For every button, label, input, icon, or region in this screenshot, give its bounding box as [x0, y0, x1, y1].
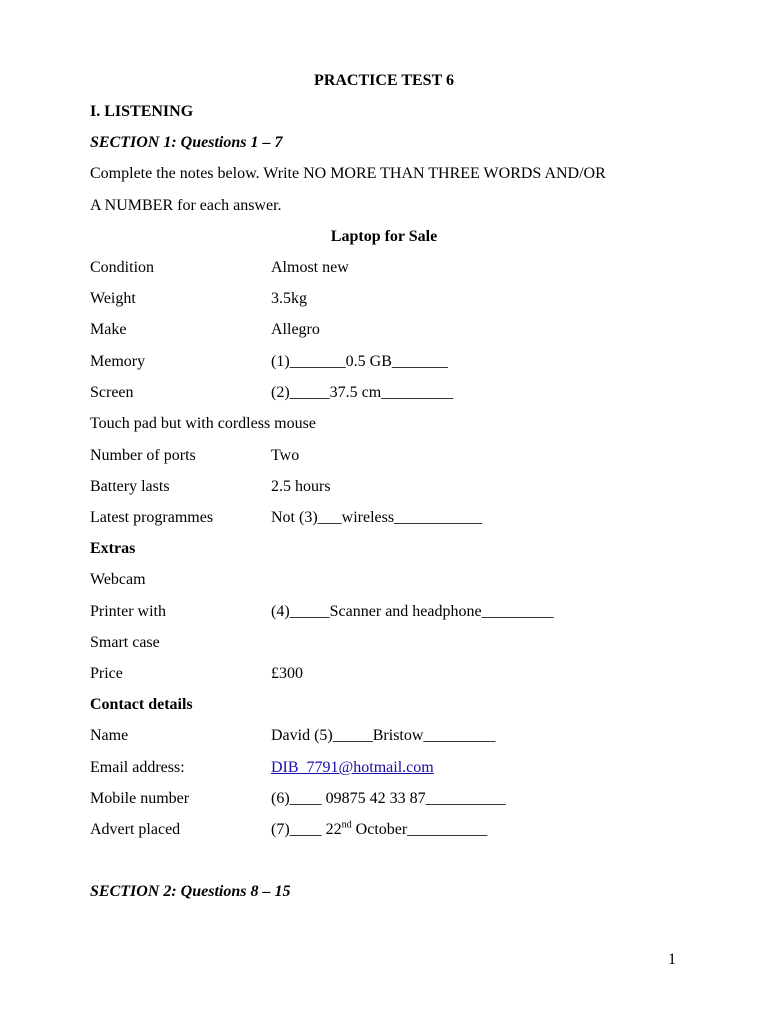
note-row-ports [90, 446, 690, 466]
price-value: £300 [271, 665, 303, 682]
note-row-mobile [90, 789, 690, 809]
note-label: Battery lasts [90, 478, 170, 495]
note-row-advert [90, 820, 690, 840]
extras-webcam: Webcam [90, 571, 146, 588]
note-row-make [90, 320, 690, 340]
note-value: Allegro [271, 321, 320, 338]
note-value: Two [271, 447, 300, 464]
answer-2: (2)_____37.5 cm_________ [271, 384, 454, 401]
note-row-weight [90, 289, 690, 309]
section-2-heading: SECTION 2: Questions 8 – 15 [90, 883, 291, 900]
note-row-programmes [90, 508, 690, 528]
note-row-name [90, 726, 690, 746]
note-row-memory [90, 352, 690, 372]
note-label: Advert placed [90, 821, 181, 838]
note-label: Screen [90, 384, 134, 401]
part-heading: I. LISTENING [90, 103, 194, 120]
page-number: 1 [668, 951, 676, 968]
answer-1: (1)_______0.5 GB_______ [271, 353, 448, 370]
extras-heading: Extras [90, 540, 136, 557]
extras-smart-case: Smart case [90, 634, 160, 651]
answer-3: Not (3)___wireless___________ [271, 509, 483, 526]
note-value: Almost new [271, 259, 349, 276]
note-row-price [90, 664, 690, 684]
page-title: PRACTICE TEST 6 [314, 72, 454, 89]
advert-suffix: October__________ [351, 821, 488, 838]
contact-heading: Contact details [90, 696, 193, 713]
answer-7 [271, 820, 487, 840]
note-row-email [90, 758, 690, 778]
note-row-screen [90, 383, 690, 403]
section-1-heading: SECTION 1: Questions 1 – 7 [90, 134, 283, 151]
instructions-line-2: A NUMBER for each answer. [90, 197, 282, 214]
note-label: Number of ports [90, 447, 196, 464]
note-row-printer [90, 602, 690, 622]
note-row-battery [90, 477, 690, 497]
note-value: 2.5 hours [271, 478, 331, 495]
note-label: Mobile number [90, 790, 190, 807]
note-label: Name [90, 727, 129, 744]
note-label: Email address: [90, 759, 185, 776]
touch-pad-note: Touch pad but with cordless mouse [90, 415, 316, 432]
advert-prefix: (7)____ 22 [271, 821, 342, 838]
answer-5: David (5)_____Bristow_________ [271, 727, 496, 744]
note-label: Make [90, 321, 127, 338]
notes-title: Laptop for Sale [330, 228, 438, 245]
note-label: Latest programmes [90, 509, 214, 526]
note-label: Memory [90, 353, 146, 370]
advert-superscript: nd [341, 819, 352, 831]
instructions-line-1: Complete the notes below. Write NO MORE THAN THREE WORDS AND/OR [90, 165, 606, 182]
note-row-condition [90, 258, 690, 278]
email-link[interactable]: DIB_7791@hotmail.com [271, 759, 434, 776]
note-label: Weight [90, 290, 136, 307]
answer-6: (6)____ 09875 42 33 87__________ [271, 790, 506, 807]
note-label: Printer with [90, 603, 166, 620]
note-label: Price [90, 665, 123, 682]
note-value: 3.5kg [271, 290, 307, 307]
note-label: Condition [90, 259, 155, 276]
answer-4: (4)_____Scanner and headphone_________ [271, 603, 554, 620]
